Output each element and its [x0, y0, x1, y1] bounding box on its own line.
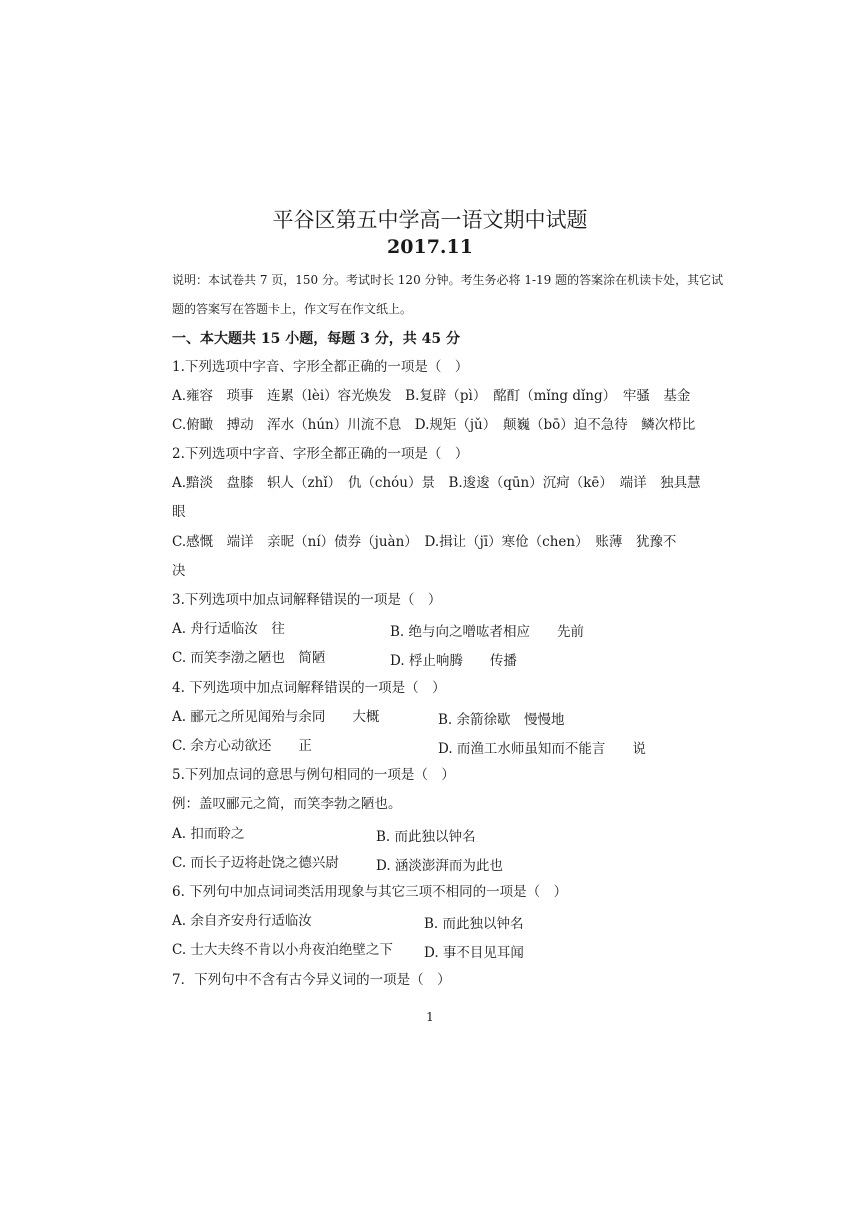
option-line-continued: 眼 — [172, 504, 186, 520]
option-a: A. 扣而聆之 — [172, 826, 245, 842]
question-stem: 7．下列句中不含有古今异义词的一项是（ ） — [172, 972, 451, 988]
exam-title: 平谷区第五中学高一语文期中试题 — [272, 208, 588, 232]
option-c: C. 而笑李渤之陋也 简陋 — [172, 650, 326, 666]
question-stem: 6. 下列句中加点词词类活用现象与其它三项不相同的一项是（ ） — [172, 884, 568, 900]
option-b: B. 绝与向之噌吰者相应 先前 — [390, 624, 585, 640]
exam-date: 2017.11 — [387, 236, 473, 258]
option-c: C. 士大夫终不肯以小舟夜泊绝壁之下 — [172, 942, 393, 958]
option-c: C. 余方心动欲还 正 — [172, 738, 312, 754]
option-b: B. 而此独以钟名 — [424, 916, 524, 932]
option-a: A. 郦元之所见闻殆与余同 大概 — [172, 709, 380, 725]
option-c: C. 而长子迈将赴饶之德兴尉 — [172, 855, 339, 871]
option-d: D. 涵淡澎湃而为此也 — [376, 858, 503, 874]
section-heading: 一、本大题共 15 小题，每题 3 分，共 45 分 — [172, 331, 460, 347]
question-stem: 1.下列选项中字音、字形全都正确的一项是（ ） — [172, 359, 469, 375]
option-a: A. 余自齐安舟行适临汝 — [172, 913, 312, 929]
option-line-continued: 决 — [172, 563, 186, 579]
example-sentence: 例：盖叹郦元之简，而笑李勃之陋也。 — [172, 796, 402, 812]
page-number: 1 — [426, 1010, 434, 1024]
question-stem: 2.下列选项中字音、字形全都正确的一项是（ ） — [172, 446, 469, 462]
question-stem: 3.下列选项中加点词解释错误的一项是（ ） — [172, 592, 442, 608]
option-line: A.黯淡 盘膝 轵人（zhǐ） 仇（chóu）景 B.逡逡（qūn）沉疴（kē） 端详 独具慧 — [172, 475, 701, 491]
option-b: B. 余箭徐歇 慢慢地 — [438, 712, 565, 728]
option-line: C.俯瞰 搏动 浑水（hún）川流不息 D.规矩（jǔ） 颠巍（bō）迫不急待 鳞次栉比 — [172, 417, 696, 433]
option-line: A.雍容 琐事 连累（lèi）容光焕发 B.复辟（pì） 酩酊（mǐng dǐng） 牢骚 基金 — [172, 388, 691, 404]
instructions-line-1: 说明：本试卷共 7 页，150 分。考试时长 120 分钟。考生务必将 1-19 题的答案涂在机读卡处，其它试 — [172, 273, 724, 287]
question-stem: 4. 下列选项中加点词解释错误的一项是（ ） — [172, 680, 446, 696]
option-b: B. 而此独以钟名 — [376, 829, 476, 845]
option-d: D. 桴止响腾 传播 — [390, 653, 517, 669]
option-a: A. 舟行适临汝 往 — [172, 621, 285, 637]
option-d: D. 而渔工水师虽知而不能言 说 — [438, 741, 646, 757]
option-d: D. 事不目见耳闻 — [424, 945, 524, 961]
option-line: C.感慨 端详 亲昵（ní）债券（juàn） D.揖让（jī）寒伧（chen） 账薄 犹豫不 — [172, 534, 677, 550]
instructions-line-2: 题的答案写在答题卡上，作文写在作文纸上。 — [172, 302, 413, 316]
question-stem: 5.下列加点词的意思与例句相同的一项是（ ） — [172, 767, 455, 783]
